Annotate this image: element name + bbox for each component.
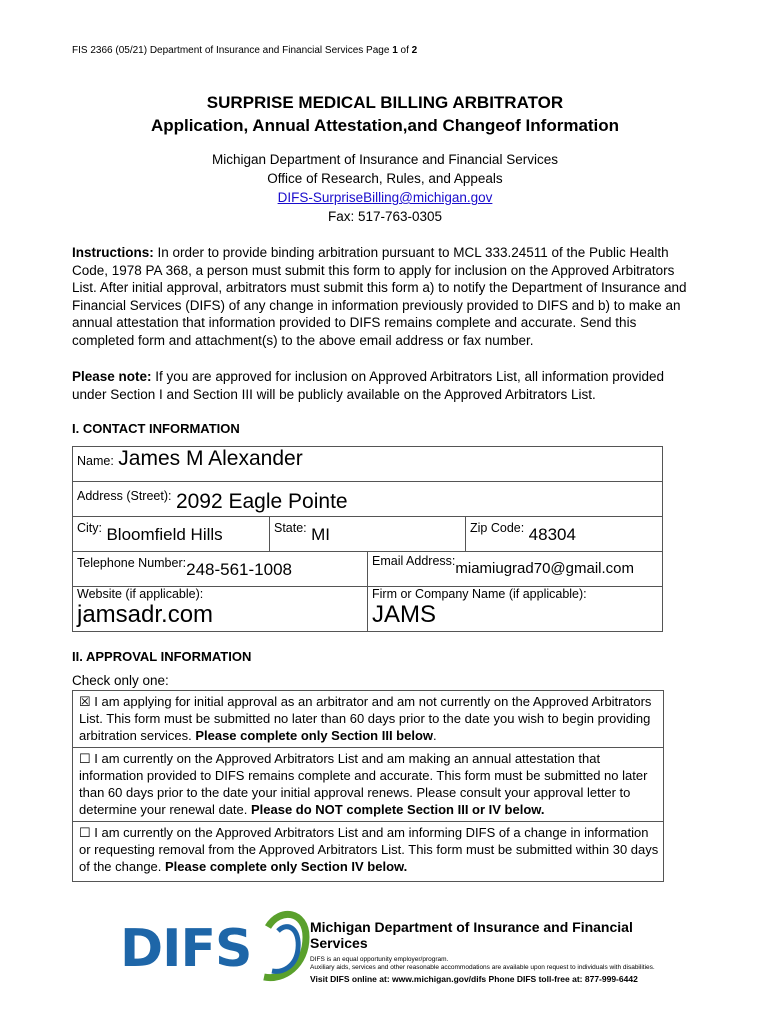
check-only-label: Check only one:	[72, 673, 169, 688]
page-total: 2	[411, 45, 418, 56]
email-value: miamiugrad70@gmail.com	[455, 560, 634, 577]
instructions-label: Instructions:	[72, 245, 154, 260]
page-number: 1	[392, 45, 398, 56]
checkbox-unchecked[interactable]: ☐	[79, 751, 91, 766]
city-label: City:	[77, 521, 102, 535]
option-text: I am currently on the Approved Arbitrators List and am informing DIFS of a change in information or requesting removal from the Approved Arbitrators List. This form must be submitted within 30 days of the change.	[79, 825, 659, 874]
name-label: Name:	[77, 454, 114, 468]
note-label: Please note:	[72, 369, 152, 384]
address-label: Address (Street):	[77, 489, 172, 503]
zip-label: Zip Code:	[470, 521, 525, 535]
difs-logo-swoosh-icon	[260, 907, 310, 987]
option-initial-approval[interactable]	[73, 691, 663, 748]
option-tail: .	[433, 728, 437, 743]
page-header	[72, 45, 417, 56]
contact-info-table	[72, 446, 663, 632]
state-value: MI	[311, 525, 331, 544]
option-instruction: Please do NOT complete Section III or IV below.	[250, 802, 545, 817]
phone-label: Telephone Number:	[77, 556, 187, 570]
section-1-heading: I. CONTACT INFORMATION	[72, 421, 240, 436]
form-subtitle: Application, Annual Attestation,and Changeof Information	[150, 116, 620, 135]
note-paragraph	[72, 368, 692, 403]
zip-value: 48304	[528, 525, 576, 544]
instructions-paragraph	[72, 244, 692, 349]
agency-fax: Fax: 517-763-0305	[327, 209, 443, 224]
page-of: of	[397, 45, 412, 56]
address-value: 2092 Eagle Pointe	[175, 490, 348, 513]
option-text: I am currently on the Approved Arbitrators List and am making an annual attestation that information provided to DIFS remains complete and accurate. This form must be submitted no later than 60 days prior to the date your initial approval renews. Please consult your approval letter to determine your renewal date.	[79, 751, 648, 817]
option-instruction: Please complete only Section IV below.	[165, 859, 408, 874]
difs-logo: DIFS	[120, 919, 252, 979]
form-id: FIS 2366 (05/21) Department of Insurance and Financial Services Page	[72, 45, 393, 56]
firm-label: Firm or Company Name (if applicable):	[372, 587, 587, 601]
approval-options	[72, 690, 664, 882]
option-change-of-information[interactable]	[73, 822, 663, 881]
website-field[interactable]	[73, 587, 368, 632]
city-field[interactable]	[73, 517, 270, 552]
firm-value: JAMS	[372, 601, 437, 628]
footer	[120, 905, 680, 985]
option-text: I am applying for initial approval as an arbitrator and am not currently on the Approved Arbitrators List. This form must be submitted no later than 60 days prior to the date you wish to begin providing arbitration services.	[79, 694, 652, 743]
agency-office: Office of Research, Rules, and Appeals	[267, 171, 503, 186]
state-label: State:	[274, 521, 307, 535]
checkbox-unchecked[interactable]: ☐	[79, 825, 91, 840]
address-field[interactable]	[73, 482, 663, 517]
agency-name: Michigan Department of Insurance and Financial Services	[212, 152, 558, 167]
footer-visit: Visit DIFS online at: www.michigan.gov/difs Phone DIFS toll-free at: 877-999-6442	[310, 974, 638, 984]
section-2-heading: II. APPROVAL INFORMATION	[72, 649, 252, 664]
agency-email-link[interactable]: DIFS-SurpriseBilling@michigan.gov	[277, 190, 493, 205]
phone-field[interactable]	[73, 552, 368, 587]
instructions-text: In order to provide binding arbitration pursuant to MCL 333.24511 of the Public Health Code, 1978 PA 368, a person must submit this form to apply for inclusion on the Approved Arbitrators List. After initial approval, arbitrators must submit this form a) to notify the Department of Insurance and Financial Services (DIFS) of any change in information previously provided to DIFS and b) to make an annual attestation that information provided to DIFS remains complete and accurate. Send this completed form and attachment(s) to the above email address or fax number.	[72, 245, 687, 348]
footer-aux: Auxiliary aids, services and other reasonable accommodations are available upon request to individuals with disabilities.	[310, 964, 655, 971]
email-field[interactable]	[368, 552, 663, 587]
state-field[interactable]	[270, 517, 466, 552]
form-title: SURPRISE MEDICAL BILLING ARBITRATOR	[206, 93, 564, 112]
footer-title: Michigan Department of Insurance and Financial Services	[310, 919, 633, 951]
zip-field[interactable]	[466, 517, 663, 552]
name-value: James M Alexander	[118, 447, 303, 470]
footer-info	[310, 919, 680, 984]
phone-value: 248-561-1008	[186, 560, 292, 579]
website-value: jamsadr.com	[77, 601, 214, 628]
city-value: Bloomfield Hills	[106, 525, 223, 544]
name-field[interactable]	[73, 447, 663, 482]
note-text: If you are approved for inclusion on Approved Arbitrators List, all information provided under Section I and Section III will be publicly available on the Approved Arbitrators List.	[72, 369, 665, 402]
checkbox-checked[interactable]: ☒	[79, 694, 91, 709]
title-block	[0, 92, 770, 226]
email-label: Email Address:	[372, 554, 456, 568]
option-annual-attestation[interactable]	[73, 748, 663, 822]
option-instruction: Please complete only Section III below	[195, 728, 434, 743]
website-label: Website (if applicable):	[77, 587, 204, 601]
footer-eoe: DIFS is an equal opportunity employer/program.	[310, 956, 449, 963]
agency-block	[0, 150, 770, 226]
firm-field[interactable]	[368, 587, 663, 632]
